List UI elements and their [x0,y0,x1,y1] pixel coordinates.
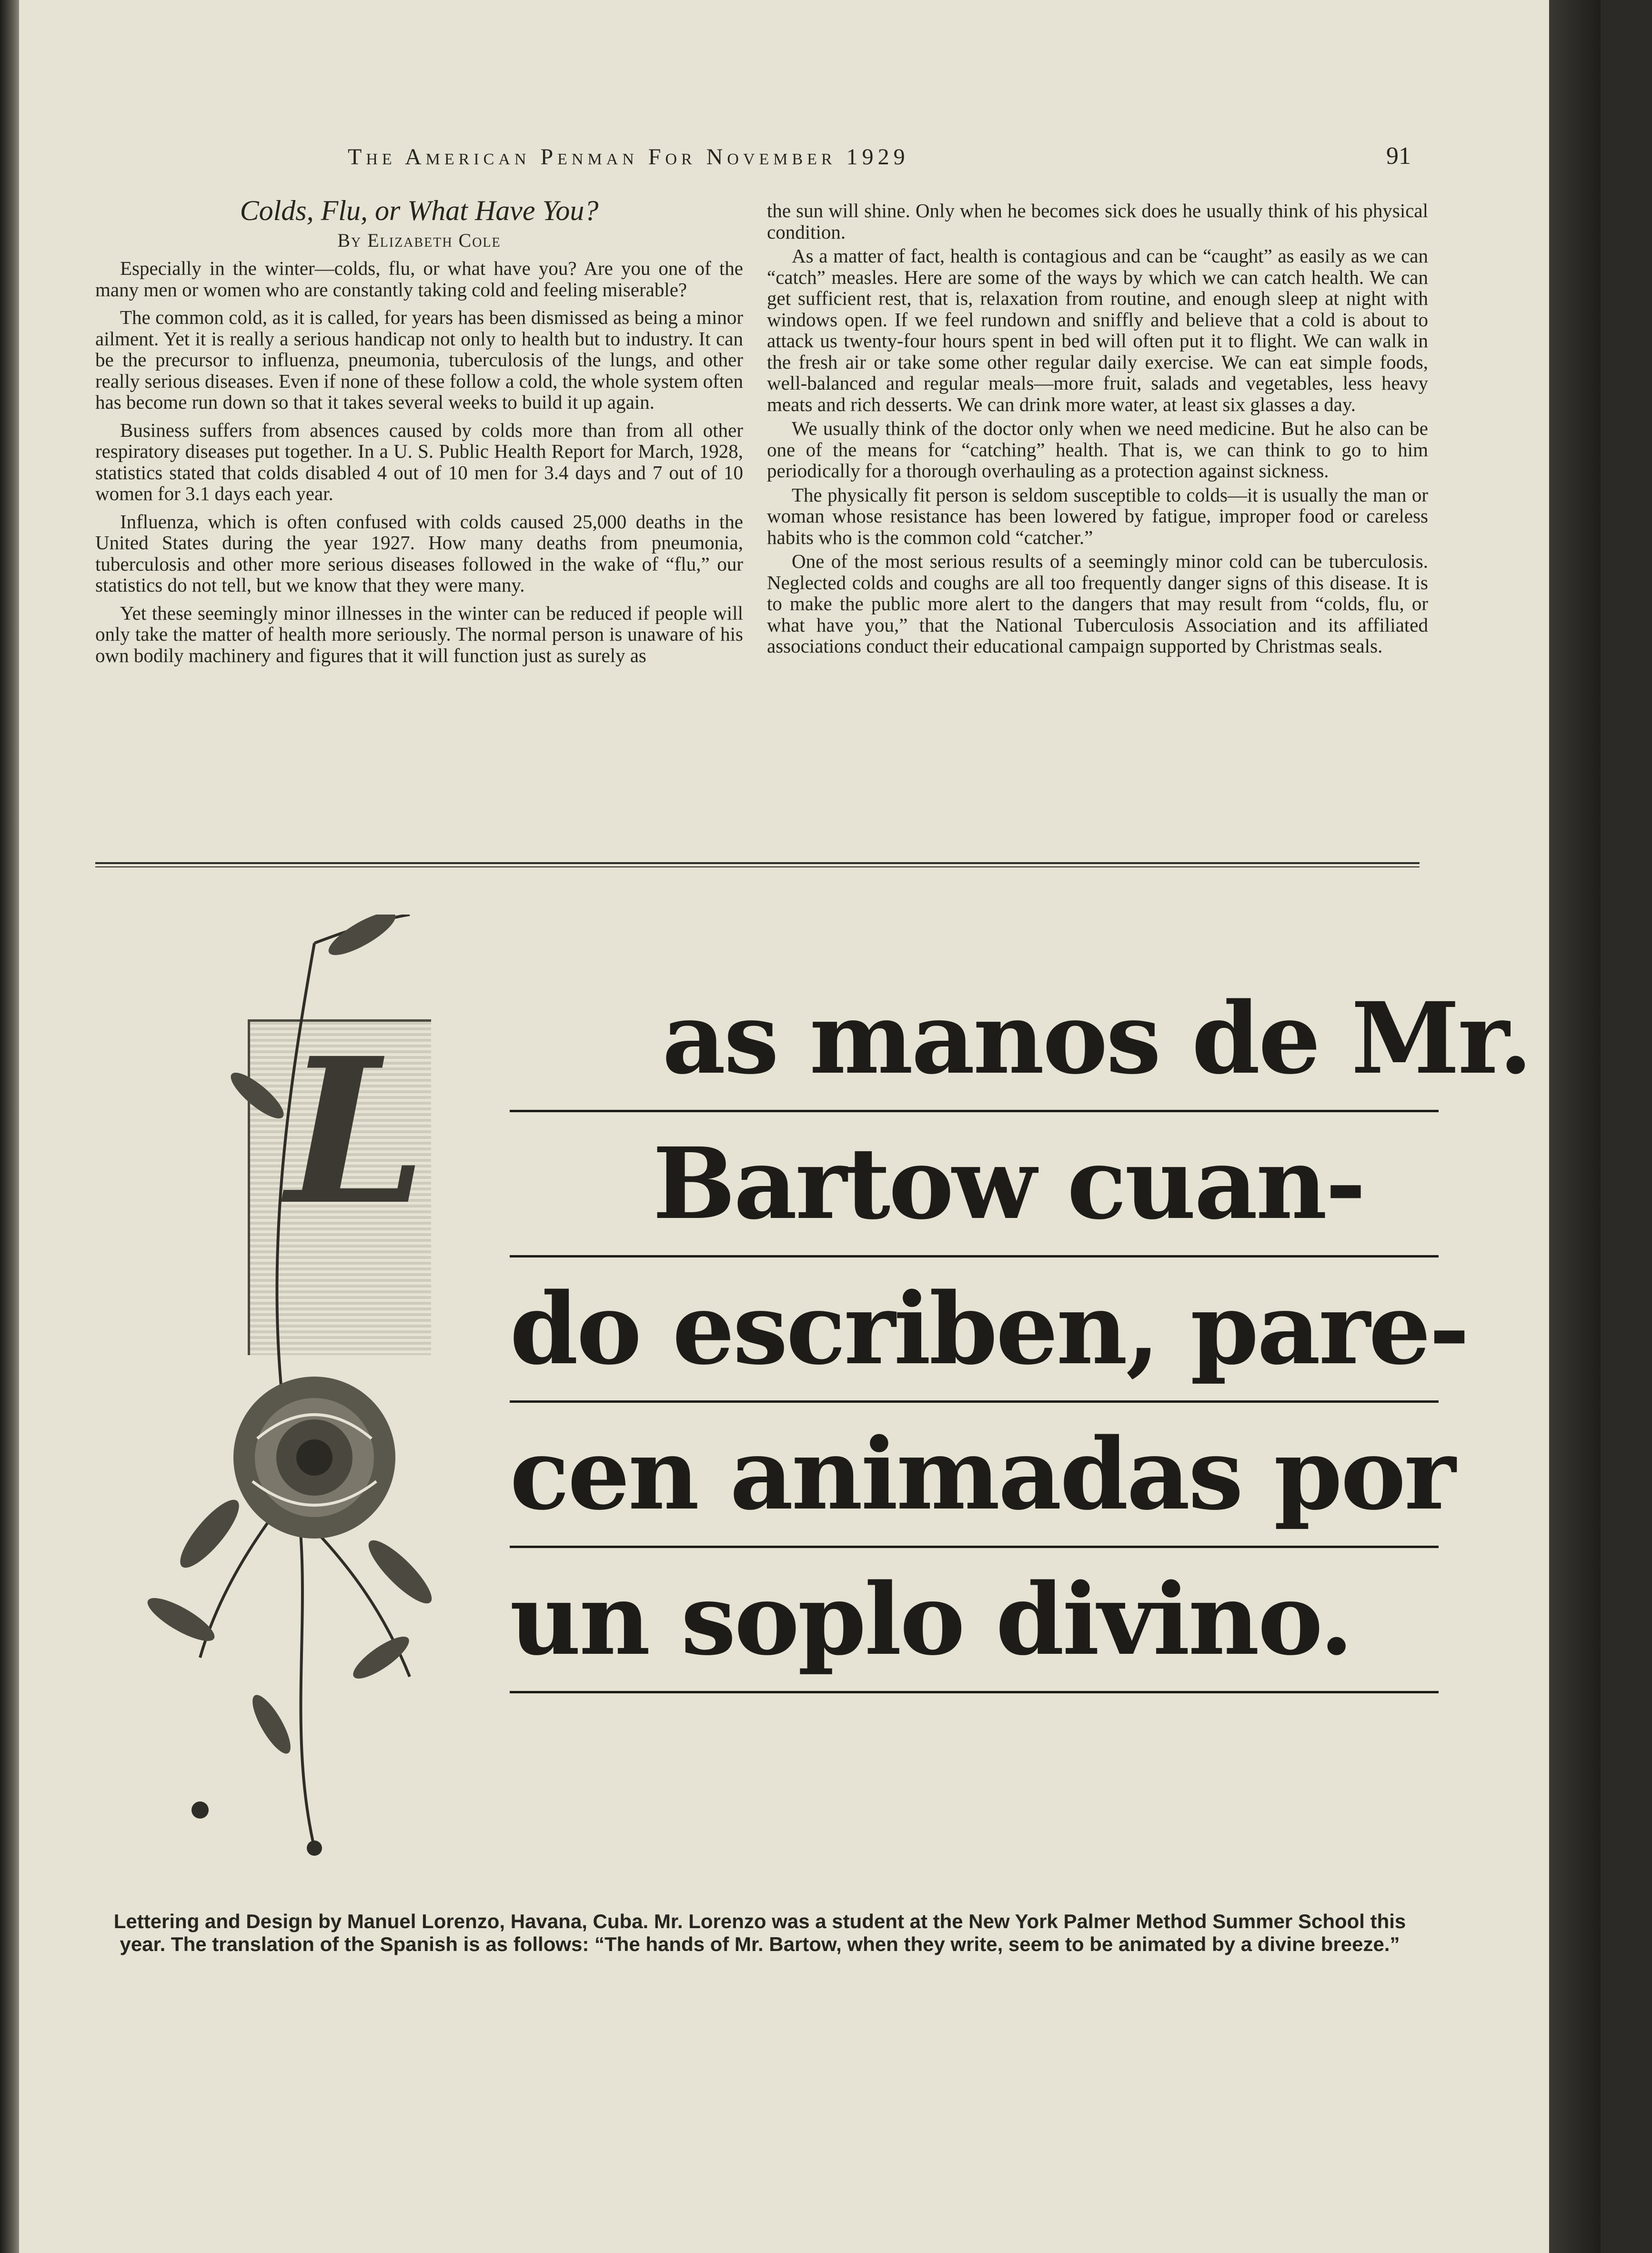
book-spine [0,0,19,2253]
lettering-line: un soplo divino. [510,1548,1439,1693]
lettering-line: Bartow cuan- [510,1112,1439,1257]
lettering-line: cen animadas por [510,1403,1439,1548]
paragraph: the sun will shine. Only when he becomes sick does he usually think of his physical condition. [767,200,1428,243]
paragraph: Business suffers from absences caused by colds more than from all other respiratory diseases put together. In a U. S. Public Health Report for March, 1928, statistics stated that colds disabled 4 out of 10 men for 3.4 days and 7 out of 10 women for 3.1 days each year. [95,419,743,504]
magazine-page [19,0,1601,2253]
right-column [767,200,1428,657]
paragraph: The physically fit person is seldom susceptible to colds—it is usually the man or woman whose resistance has been lowered by fatigue, improper food or careless habits who is the common cold “catcher.” [767,483,1428,548]
paragraph: Influenza, which is often confused with colds caused 25,000 deaths in the United States during the year 1927. How many deaths from pneumonia, tuberculosis and other more serious diseases followed in the wake of “flu,” our statistics do not tell, but we know that they were many. [95,510,743,596]
paragraph: We usually think of the doctor only when we need medicine. But he also can be one of the means for “catching” health. That is, we can think to go to him periodically for a thorough overhauling as a protection against sickness. [767,417,1428,482]
article-title: Colds, Flu, or What Have You? [240,195,599,226]
page-number: 91 [1386,142,1411,170]
page-edge-shadow [1549,0,1601,2253]
illustration-caption: Lettering and Design by Manuel Lorenzo, Havana, Cuba. Mr. Lorenzo was a student at the New York Palmer Method Summer School this year. The translation of the Spanish is as follows: “The hands of Mr. Bartow, when they write, seem to be animated by a divine breeze.” [113,1910,1406,1955]
paragraph: As a matter of fact, health is contagious and can be “caught” as easily as we can “catch” measles. Here are some of the ways by which we can catch health. We can get sufficient rest, that is, relaxation from routine, and enough sleep at night with windows open. If we feel rundown and sniffly and believe that a cold is about to attack us twenty-four hours spent in bed will often put it to flight. We can walk in the fresh air or take some other regular daily exercise. We can eat simple foods, well-balanced and regular meals—more fruit, salads and vegetables, less heavy meats and rich desserts. We can drink more water, at least six glasses a day. [767,245,1428,415]
lettering-line: do escriben, pare- [510,1257,1439,1403]
paragraph: One of the most serious results of a seemingly minor cold can be tuberculosis. Neglected colds and coughs are all too frequently danger signs of this disease. It is to make the public more alert to the dangers that may result from “colds, flu, or what have you,” that the National Tuberculosis Association and its affiliated associations conduct their educational campaign supported by Christmas seals. [767,550,1428,657]
left-column [95,195,743,666]
spanish-lettering [510,967,1531,1693]
running-header: The American Penman For November 1929 [348,144,909,170]
paragraph: Yet these seemingly minor illnesses in the winter can be reduced if people will only take the matter of health more seriously. The normal person is unaware of his own bodily machinery and figures that it will function just as surely as [95,602,743,666]
section-rule [95,862,1420,867]
drop-cap: L [286,1015,427,1249]
article-byline: By Elizabeth Cole [337,229,501,251]
paragraph: Especially in the winter—colds, flu, or what have you? Are you one of the many men or women who are constantly taking cold and feeling miserable? [95,257,743,301]
paragraph: The common cold, as it is called, for years has been dismissed as being a minor ailment. Yet it is really a serious handicap not only to health but to industry. It can be the precursor to influenza, pneumonia, tuberculosis of the lungs, and other really serious diseases. Even if none of these follow a cold, the whole system often has become run down so that it takes several weeks to build it up again. [95,306,743,413]
lettering-line: as manos de Mr. [510,967,1439,1112]
